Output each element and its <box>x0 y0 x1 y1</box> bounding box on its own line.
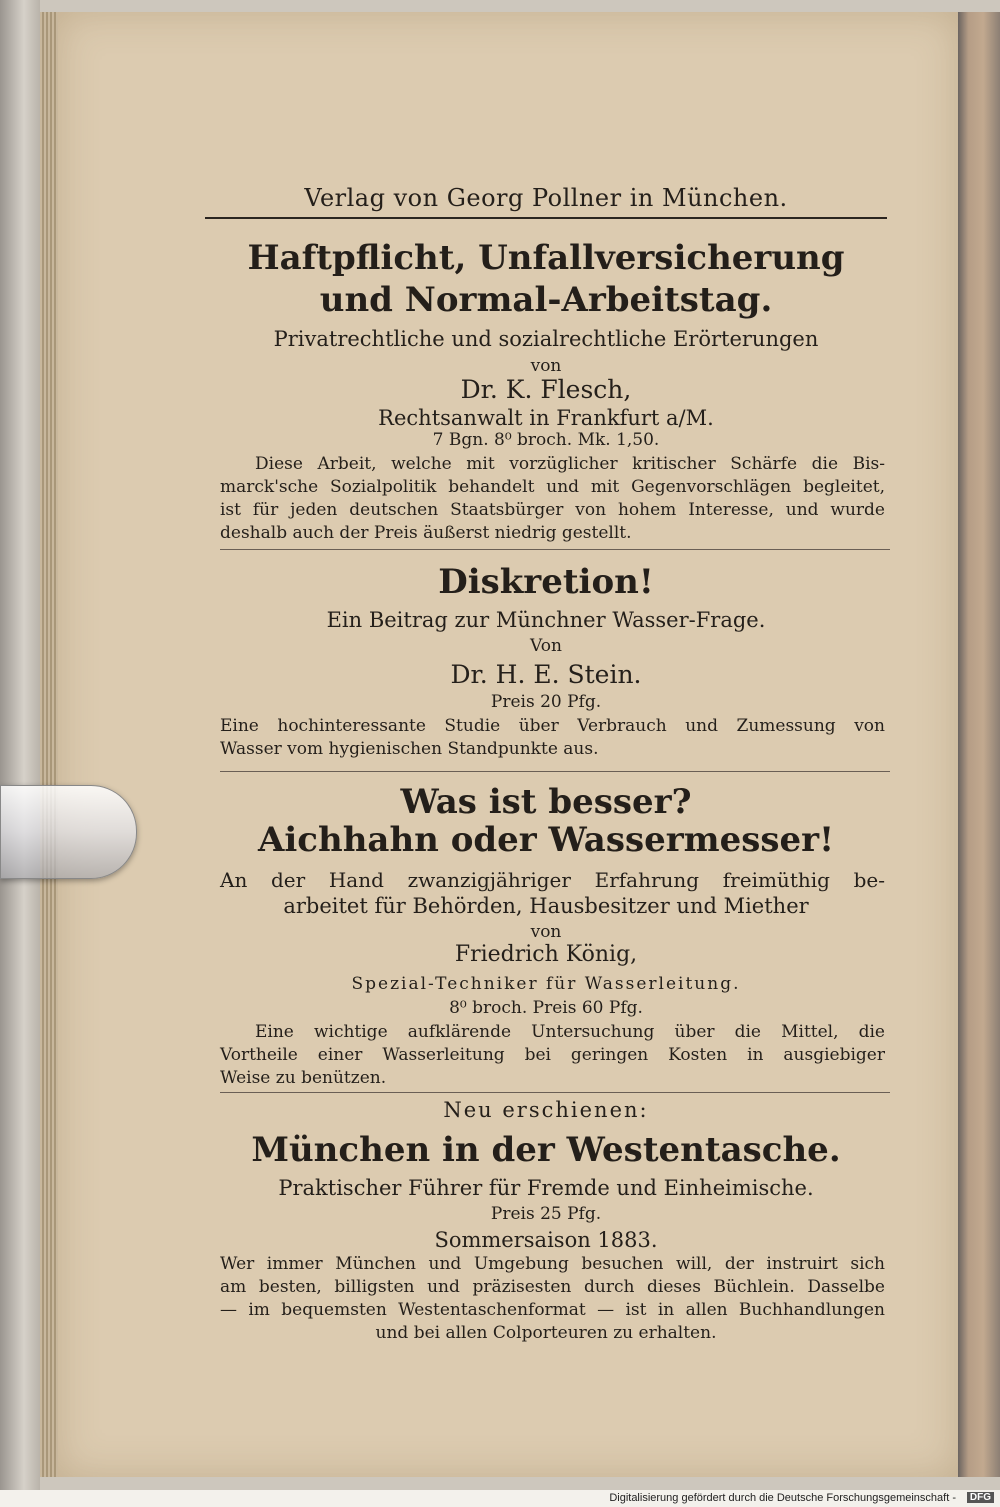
book4-desc-line2: am besten, billigsten und präzisesten durch dieses Büchlein. Dasselbe <box>220 1277 885 1297</box>
book2-author: Dr. H. E. Stein. <box>450 660 642 689</box>
book4-desc-line1: Wer immer München und Umgebung besuchen will, der instruirt sich <box>220 1254 885 1274</box>
book3-title-line2: Aichhahn oder Wassermesser! <box>257 820 835 860</box>
book2-desc-line1: Eine hochinteressante Studie über Verbrauch und Zumessung von <box>220 716 885 736</box>
footer-bar <box>0 1490 1000 1507</box>
facing-page-edge <box>958 12 1000 1477</box>
book1-subtitle: Privatrechtliche und sozialrechtliche Erörterungen <box>273 327 819 351</box>
book3-author-role: Spezial-Techniker für Wasserleitung. <box>351 974 741 994</box>
book2-desc-line2: Wasser vom hygienischen Standpunkte aus. <box>220 739 599 759</box>
book3-desc-line2: Vortheile einer Wasserleitung bei geringen Kosten in ausgiebiger <box>220 1045 885 1065</box>
publisher-line: Verlag von Georg Pollner in München. <box>304 184 788 212</box>
divider-3 <box>220 1092 890 1093</box>
book1-desc-line2: marck'sche Sozialpolitik behandelt und mit Gegenvorschlägen begleitet, <box>220 477 885 497</box>
book1-title-line1: Haftpflicht, Unfallversicherung <box>247 238 845 278</box>
divider-1 <box>220 549 890 550</box>
book1-author: Dr. K. Flesch, <box>460 375 632 404</box>
book3-desc-line1: Eine wichtige aufklärende Untersuchung über die Mittel, die <box>255 1022 885 1042</box>
book2-title: Diskretion! <box>438 562 654 602</box>
page-stack-edge <box>40 12 58 1477</box>
divider-2 <box>220 771 890 772</box>
book1-von: von <box>530 356 562 376</box>
book4-season: Sommersaison 1883. <box>434 1228 658 1252</box>
book1-desc-line3: ist für jeden deutschen Staatsbürger von hohem Interesse, und wurde <box>220 500 885 520</box>
book3-von: von <box>530 922 562 942</box>
book4-subtitle: Praktischer Führer für Fremde und Einheimische. <box>278 1176 814 1200</box>
book4-desc-line3: — im bequemsten Westentaschenformat — ist in allen Buchhandlungen <box>220 1300 885 1320</box>
book4-title: München in der Westentasche. <box>251 1130 841 1170</box>
book4-price: Preis 25 Pfg. <box>490 1204 602 1224</box>
dfg-logo: DFG <box>967 1492 994 1503</box>
book2-price: Preis 20 Pfg. <box>490 692 602 712</box>
book3-subtitle-line2: arbeitet für Behörden, Hausbesitzer und Miether <box>283 894 809 918</box>
book3-author: Friedrich König, <box>454 942 638 967</box>
book2-subtitle: Ein Beitrag zur Münchner Wasser-Frage. <box>326 608 766 632</box>
book3-price: 8⁰ broch. Preis 60 Pfg. <box>449 998 643 1018</box>
book1-title-line2: und Normal-Arbeitstag. <box>319 280 773 320</box>
book1-desc-line1: Diese Arbeit, welche mit vorzüglicher kritischer Schärfe die Bis- <box>255 454 885 474</box>
book1-price: 7 Bgn. 8⁰ broch. Mk. 1,50. <box>432 430 660 450</box>
book3-desc-line3: Weise zu benützen. <box>220 1068 387 1088</box>
book1-desc-line4: deshalb auch der Preis äußerst niedrig gestellt. <box>220 523 632 543</box>
book4-desc-line4: und bei allen Colporteuren zu erhalten. <box>375 1323 717 1343</box>
footer-credit: Digitalisierung gefördert durch die Deutsche Forschungsgemeinschaft - <box>609 1492 956 1504</box>
book4-announce: Neu erschienen: <box>443 1098 649 1122</box>
book3-title-line1: Was ist besser? <box>400 782 692 822</box>
book3-subtitle-line1: An der Hand zwanzigjähriger Erfahrung freimüthig be- <box>220 868 885 892</box>
left-binding <box>0 0 40 1490</box>
book1-author-role: Rechtsanwalt in Frankfurt a/M. <box>378 406 714 430</box>
page-clip <box>0 785 137 879</box>
book2-von: Von <box>530 636 562 656</box>
header-rule <box>205 217 887 219</box>
